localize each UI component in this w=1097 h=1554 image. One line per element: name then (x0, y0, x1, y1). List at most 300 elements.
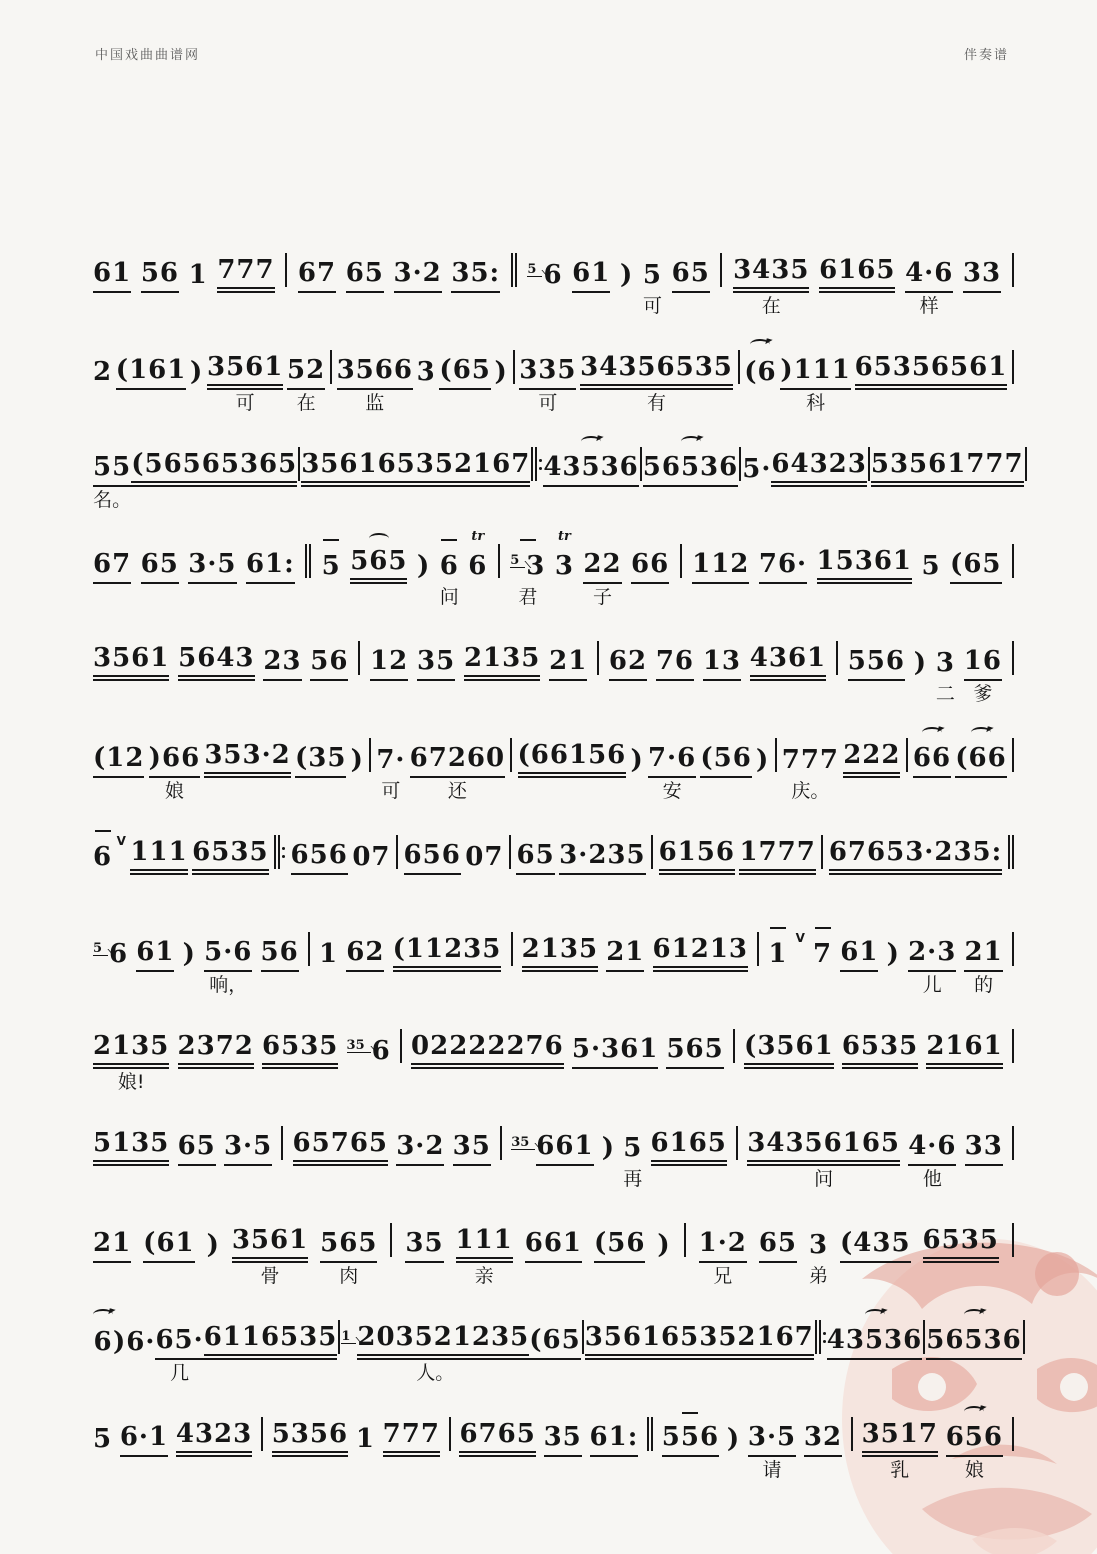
note-slot (410, 738, 505, 778)
lyric-text: 弟 (808, 1265, 828, 1287)
note-text: 65 (759, 1227, 797, 1263)
note-text: 34356535 (580, 351, 733, 390)
note-text: 6 (543, 260, 563, 290)
lyric-text: 还 (447, 780, 467, 802)
note-slot (759, 1223, 797, 1263)
note-text: 1·2 (699, 1227, 747, 1263)
page-header (95, 44, 1009, 63)
lyric-text: 问 (814, 1168, 834, 1190)
bar-stroke (733, 1029, 735, 1063)
bar-token (509, 715, 513, 807)
note-group (768, 915, 787, 1001)
lyric-text: 监 (365, 392, 385, 414)
note-text: 656 (291, 839, 348, 875)
note-text: (61 (143, 1227, 194, 1263)
note-text: 3435 (733, 254, 809, 293)
note-group (623, 1109, 642, 1195)
note-slot (653, 932, 748, 972)
note-slot (950, 544, 1001, 584)
note-group (113, 1303, 155, 1389)
bar-stroke (1012, 932, 1014, 966)
note-slot (149, 738, 200, 778)
note-text: 33 (963, 257, 1001, 293)
note-group (840, 1206, 911, 1292)
note-group (518, 721, 627, 807)
note-slot (643, 253, 662, 293)
note-slot (204, 1320, 338, 1360)
note-group (666, 1012, 723, 1098)
barline (774, 732, 778, 778)
note-text: 222 (843, 739, 900, 778)
note-text: 52 (287, 354, 325, 390)
note-group (549, 624, 587, 710)
ornament-slot (971, 721, 991, 738)
note-group (510, 527, 545, 613)
note-group (756, 721, 769, 807)
note-slot (320, 1223, 377, 1263)
note-text: 6 (468, 551, 488, 581)
note-text: 56 (141, 257, 179, 293)
note-text: 35 (453, 1130, 491, 1166)
ornament-slot (815, 915, 831, 932)
note-group (310, 624, 348, 710)
note-group (130, 818, 187, 904)
note-text: 2135 (93, 1030, 169, 1069)
note-group (459, 1400, 535, 1486)
note-text: 5· (742, 454, 772, 484)
note-text: 3561 (232, 1224, 308, 1263)
grace-note: 5 (510, 555, 525, 568)
note-text: 777 (383, 1418, 440, 1457)
bar-token (1011, 1394, 1015, 1486)
note-group (609, 624, 647, 710)
note-group (346, 236, 384, 322)
note-slot (451, 253, 500, 293)
barline (1011, 1411, 1015, 1457)
note-group (630, 721, 643, 807)
note-group (370, 624, 408, 710)
note-text: 565 (666, 1033, 723, 1069)
bar-stroke (736, 1126, 738, 1160)
note-text: 3517 (862, 1418, 938, 1457)
note-slot (511, 1126, 593, 1166)
bar-stroke (330, 350, 332, 384)
measure-row (93, 1006, 1015, 1098)
note-text: ) (657, 1230, 671, 1260)
tie-ornament (95, 830, 111, 832)
ornament-slot (441, 527, 457, 544)
note-group (950, 527, 1001, 613)
note-text: 6 (439, 551, 459, 581)
note-text: 66 (631, 548, 669, 584)
note-text: 6535 (192, 836, 268, 875)
score-line (93, 710, 1015, 807)
note-text: 3 (808, 1230, 829, 1260)
note-group (782, 721, 839, 807)
barline (304, 538, 312, 584)
note-slot (518, 738, 627, 778)
note-text: 556 (662, 1421, 719, 1457)
bar-token (732, 1006, 736, 1098)
note-slot (136, 932, 174, 972)
glide-arrow-ornament (750, 339, 770, 350)
note-text: 2·3 (908, 936, 956, 972)
note-group (583, 527, 621, 613)
barline (735, 1120, 739, 1166)
repeat-dot (539, 459, 542, 462)
bar-token (835, 618, 839, 710)
note-slot (522, 932, 598, 972)
bar-token (735, 1103, 739, 1195)
note-slot (656, 641, 694, 681)
note-group (451, 236, 500, 322)
note-text: 7 (813, 939, 833, 969)
repeat-dots (282, 835, 285, 869)
note-text: 43536 (827, 1324, 922, 1360)
note-slot (178, 1029, 254, 1069)
note-group (465, 818, 503, 904)
note-slot (495, 350, 508, 390)
ornament-slot (93, 1303, 113, 1320)
lyric-text: 爹 (973, 683, 993, 705)
note-slot (609, 641, 647, 681)
note-slot (190, 350, 203, 390)
barline (683, 1217, 687, 1263)
note-slot (130, 835, 187, 875)
note-text: 5 (623, 1133, 643, 1163)
bar-token (1024, 424, 1028, 516)
note-text: 1 (188, 260, 208, 290)
note-slot (936, 641, 955, 681)
note-slot (347, 1029, 391, 1069)
ornament-slot (369, 527, 389, 544)
lyric-text: 请 (762, 1459, 782, 1481)
note-group (829, 818, 1002, 904)
bar-stroke (868, 447, 870, 481)
note-slot (827, 1320, 922, 1360)
note-text: (66 (955, 742, 1006, 778)
bar-stroke (1012, 253, 1014, 287)
bar-token (1022, 1297, 1026, 1389)
note-group (923, 1206, 999, 1292)
note-slot (759, 544, 807, 584)
barline (510, 247, 518, 293)
lyric-text: 可 (642, 295, 662, 317)
note-group (116, 333, 187, 419)
note-slot (405, 1223, 443, 1263)
ornament-slot (682, 1400, 698, 1417)
barline (732, 1023, 736, 1069)
bar-token (1011, 1200, 1015, 1292)
lyric-text: 可 (538, 392, 558, 414)
note-group (183, 915, 196, 1001)
note-text: (56565365 (131, 448, 297, 487)
note-text: 3·235 (559, 839, 645, 875)
bar-stroke (1025, 447, 1027, 481)
bar-stroke (274, 835, 276, 869)
note-text: 23 (263, 645, 301, 681)
note-slot (796, 932, 805, 972)
note-text: 6535 (262, 1030, 338, 1069)
note-text: 3566 (337, 354, 413, 390)
barline (329, 344, 333, 390)
note-text: 2135 (522, 933, 598, 972)
note-text: 22 (583, 548, 621, 584)
note-text: ) (182, 939, 196, 969)
note-slot (606, 932, 644, 972)
note-group (356, 1400, 375, 1486)
note-group (744, 333, 776, 419)
note-group (272, 1400, 348, 1486)
note-text: 3 (935, 648, 955, 678)
note-slot (955, 738, 1006, 778)
bar-stroke (1008, 835, 1010, 869)
note-group (780, 333, 851, 419)
note-group (93, 527, 131, 613)
glide-arrow-ornament (922, 727, 942, 738)
note-group (572, 1012, 658, 1098)
note-slot (346, 932, 384, 972)
note-text: 56 (310, 645, 348, 681)
barline (820, 829, 824, 875)
barline (1011, 926, 1015, 972)
measure-row (93, 424, 1024, 516)
note-text: (6 (744, 357, 777, 387)
note-slot (651, 1126, 727, 1166)
note-slot (699, 1223, 747, 1263)
barline (1011, 1023, 1015, 1069)
note-text: 67 (93, 548, 131, 584)
measure-row (93, 521, 1015, 613)
barline (399, 1023, 403, 1069)
note-text: 6165 (651, 1127, 727, 1166)
bar-stroke (597, 641, 599, 675)
note-text: ) (416, 551, 431, 581)
note-group (456, 1206, 513, 1292)
note-group (417, 624, 455, 710)
note-text: 07 (465, 842, 504, 872)
note-group (376, 721, 405, 807)
note-slot (887, 932, 900, 972)
note-group (93, 430, 131, 516)
note-slot (630, 738, 643, 778)
ornament-slot (581, 430, 601, 447)
barline (1011, 538, 1015, 584)
note-text: 61: (246, 548, 295, 584)
note-slot (840, 932, 878, 972)
note-group (529, 1303, 580, 1389)
note-group (955, 721, 1006, 807)
note-group (440, 527, 459, 613)
note-group (827, 1303, 922, 1389)
note-group (93, 721, 144, 807)
barline (530, 441, 543, 487)
repeat-dots (823, 1320, 826, 1354)
note-group (750, 624, 826, 710)
barline (508, 829, 512, 875)
note-group (871, 430, 1024, 516)
lyric-text: 乳 (890, 1459, 910, 1481)
grace-note: 35 (511, 1137, 535, 1150)
bar-token (814, 1297, 827, 1389)
note-group (964, 915, 1002, 1001)
note-text: 67653·235: (829, 836, 1002, 875)
note-text: 61 (572, 257, 610, 293)
note-text: 4361 (750, 642, 826, 681)
bar-token (497, 521, 501, 613)
note-text: ) (756, 745, 770, 775)
note-text: (12 (93, 742, 144, 778)
note-group (261, 915, 299, 1001)
note-slot (383, 1417, 440, 1457)
note-slot (93, 350, 112, 390)
note-text: ) (726, 1424, 741, 1454)
note-text: 61 (93, 257, 131, 293)
note-slot (183, 932, 196, 972)
bar-stroke (815, 1320, 817, 1354)
note-text: ) (630, 745, 644, 775)
note-group (263, 624, 301, 710)
lyric-text: 问 (439, 586, 459, 608)
note-text: (56 (594, 1227, 645, 1263)
note-text: 21 (93, 1227, 131, 1263)
note-group (383, 1400, 440, 1486)
note-slot (261, 932, 299, 972)
barline (1011, 732, 1015, 778)
bar-token (1011, 1103, 1015, 1195)
note-text: 203521235 (357, 1321, 529, 1360)
bar-token (399, 1006, 403, 1098)
note-text: 3 (416, 357, 436, 387)
ornament-slot (471, 527, 484, 544)
note-slot (287, 350, 325, 390)
glide-arrow-ornament (581, 436, 601, 447)
note-group (813, 915, 832, 1001)
note-text: 6 (371, 1036, 391, 1066)
note-slot (439, 350, 490, 390)
note-text: 565 (350, 545, 407, 584)
bar-stroke (1012, 1223, 1014, 1257)
note-text: 62 (346, 936, 384, 972)
note-group (468, 527, 487, 613)
barline (905, 732, 909, 778)
note-group (921, 527, 940, 613)
note-group (525, 1206, 582, 1292)
note-text: ) (350, 745, 364, 775)
note-group (176, 1400, 252, 1486)
note-slot (510, 544, 545, 584)
note-group (93, 915, 128, 1001)
note-slot (590, 1417, 639, 1457)
lyric-text: 庆。 (791, 780, 830, 802)
note-slot (913, 738, 951, 778)
note-slot (93, 738, 144, 778)
note-slot (263, 641, 301, 681)
note-text: (66156 (518, 739, 627, 778)
note-text: 3·2 (396, 1130, 444, 1166)
note-slot (782, 738, 839, 778)
note-slot (352, 835, 390, 875)
breath-mark: V (795, 931, 805, 945)
score-line (93, 1098, 1015, 1195)
note-group (516, 818, 554, 904)
note-text: 55 (93, 451, 131, 487)
repeat-dots (539, 447, 542, 481)
note-text: 356165352167 (585, 1321, 814, 1360)
note-group (748, 1400, 796, 1486)
note-slot (583, 544, 621, 584)
barline (448, 1411, 452, 1457)
score-type-label: 伴奏谱 (963, 48, 1009, 63)
note-slot (224, 1126, 272, 1166)
lyric-text: 肉 (339, 1265, 359, 1287)
barline (280, 1120, 284, 1166)
tie-ornament (770, 927, 786, 929)
note-text: (65 (950, 548, 1001, 584)
note-text: 3561 (207, 351, 283, 390)
note-text: 5 (321, 551, 341, 581)
note-text: (35 (295, 742, 346, 778)
note-text: (11235 (393, 933, 502, 972)
note-slot (744, 1029, 834, 1069)
note-slot (813, 932, 832, 972)
note-text: 32 (804, 1421, 842, 1457)
note-slot (337, 350, 413, 390)
note-text: 21 (964, 936, 1002, 972)
note-text: 56536 (643, 451, 738, 487)
note-group (519, 333, 576, 419)
note-group (93, 236, 131, 322)
note-group (804, 1400, 842, 1486)
bar-stroke (278, 835, 280, 869)
note-text: 2372 (178, 1030, 254, 1069)
note-slot (585, 1320, 814, 1360)
note-text: 112 (692, 548, 749, 584)
note-slot (465, 835, 503, 875)
note-text: 43536 (543, 451, 638, 487)
note-group (136, 915, 174, 1001)
note-group (204, 915, 252, 1001)
note-text: 2135 (464, 642, 540, 681)
note-group (439, 333, 490, 419)
barline (1011, 247, 1015, 293)
note-text: 65765 (293, 1127, 388, 1166)
note-text: 356165352167 (301, 448, 530, 487)
note-group (189, 236, 208, 322)
note-group (817, 527, 912, 613)
note-group (511, 1109, 593, 1195)
note-slot (843, 738, 900, 778)
note-slot (926, 1029, 1002, 1069)
note-text: 7· (376, 745, 406, 775)
bar-stroke (309, 544, 311, 578)
note-slot (594, 1223, 645, 1263)
note-group (643, 236, 662, 322)
note-text: ) (190, 357, 204, 387)
note-slot (262, 1029, 338, 1069)
barline (357, 635, 361, 681)
note-text: 62 (609, 645, 647, 681)
note-slot (623, 1126, 642, 1166)
note-slot (291, 835, 348, 875)
note-slot (204, 738, 290, 778)
note-slot (921, 544, 940, 584)
note-slot (351, 738, 364, 778)
note-text: 777 (217, 254, 274, 293)
note-text: 656 (404, 839, 461, 875)
lyric-text: 可 (235, 392, 255, 414)
note-slot (742, 447, 771, 487)
